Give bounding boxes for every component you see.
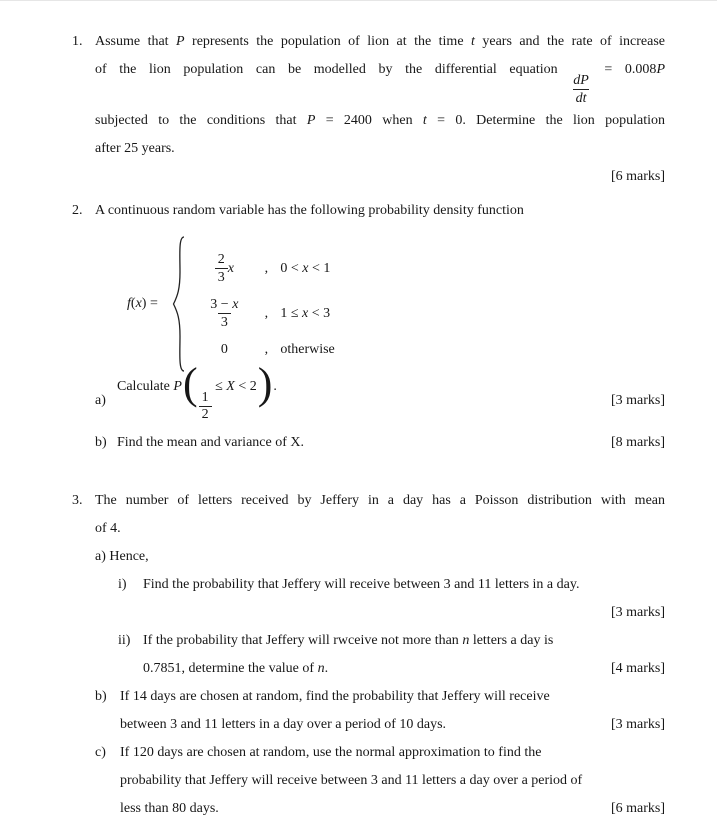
variable-P: P: [656, 62, 665, 77]
part-b-text: Find the mean and variance of X.: [117, 435, 304, 450]
text-segment: less than 80 days.: [120, 801, 219, 816]
piecewise-rows: [192, 246, 334, 363]
variable-P: P: [306, 113, 316, 128]
fraction-numerator: 2: [217, 251, 225, 267]
text-segment: letters a day is: [469, 633, 554, 648]
fraction-denominator: 3: [215, 268, 228, 286]
fraction-2-3: [215, 251, 228, 286]
roman-ii-label: ii): [118, 633, 131, 648]
variable-t: t: [471, 34, 475, 49]
text-segment: [143, 655, 328, 683]
fraction-3-minus-x-over-3: [207, 296, 241, 331]
question-1-number: 1.: [72, 34, 83, 49]
q1-line-4: after 25 years.: [95, 141, 175, 156]
q3-a-i-marks: [3 marks]: [610, 605, 665, 620]
a-ii-line-1: [143, 627, 665, 655]
separator-comma: ,: [264, 305, 269, 321]
row3-condition: otherwise: [280, 341, 335, 357]
text-segment: = 0.008: [591, 62, 657, 77]
text-segment: represents the population of lion at the time: [184, 34, 471, 49]
text-segment: 3 −: [210, 296, 233, 312]
variable-t: t: [422, 113, 427, 128]
question-2-number: 2.: [72, 203, 83, 218]
question-3-number: 3.: [72, 493, 83, 508]
row2-expression: [192, 296, 256, 331]
text-segment: 1 ≤: [280, 305, 303, 321]
q2-intro: A continuous random variable has the following probability density function: [95, 203, 524, 218]
text-segment: 0 <: [280, 260, 303, 276]
function-lhs: [127, 296, 161, 312]
q2-part-a: [95, 358, 665, 427]
text-segment: If the probability that Jeffery will rwceive not more than: [143, 633, 463, 648]
question-1: [72, 28, 665, 191]
part-a-text: [117, 358, 277, 423]
q3-b-marks: [3 marks]: [610, 717, 665, 732]
piecewise-row-3: [192, 341, 334, 358]
c-line-1: If 120 days are chosen at random, use the normal approximation to find the: [120, 745, 542, 760]
piecewise-row-2: [192, 296, 334, 331]
text-segment: ≤: [211, 379, 227, 394]
text-segment: .: [273, 379, 277, 394]
variable-x: x: [232, 296, 239, 312]
fraction-denominator: 3: [218, 313, 231, 331]
part-c-label: c): [95, 745, 106, 760]
fraction-1-2: [199, 390, 212, 423]
text-segment: < 3: [308, 305, 331, 321]
text-segment: (: [130, 296, 136, 311]
q3-part-b: [95, 683, 665, 739]
text-segment: subjected to the conditions that: [95, 113, 307, 128]
fraction-denominator: dt: [573, 89, 590, 107]
c-line-3: [120, 795, 665, 823]
q2-part-a-marks: [3 marks]: [610, 393, 665, 408]
text-segment: < 2: [234, 379, 257, 394]
variable-P: P: [173, 379, 182, 394]
variable-n: n: [462, 633, 470, 648]
question-2: [72, 197, 665, 457]
separator-comma: ,: [264, 341, 269, 357]
text-segment: of the lion population can be modelled by the differential equation: [95, 62, 571, 77]
q3-c-marks: [6 marks]: [610, 801, 665, 816]
variable-x: x: [227, 260, 234, 276]
big-left-paren: (: [182, 358, 198, 408]
q3-part-a-label: a) Hence,: [95, 549, 149, 564]
text-segment: ) =: [141, 296, 162, 311]
a-ii-line-2: [143, 655, 665, 683]
part-b-label: b): [95, 689, 107, 704]
row1-condition: [280, 260, 330, 277]
variable-P: P: [176, 34, 185, 49]
big-right-paren: ): [257, 358, 273, 408]
text-segment: Calculate: [117, 379, 174, 394]
q3-part-a-ii: [118, 627, 665, 683]
left-brace-icon: [171, 235, 186, 373]
q1-line-2: [95, 56, 665, 107]
text-segment: between 3 and 11 letters in a day over a period of 10 days.: [120, 717, 447, 732]
c-line-2: probability that Jeffery will receive between 3 and 11 letters a day over a period of: [120, 773, 583, 788]
fraction-dP-dt: [570, 72, 592, 107]
text-segment: 0.7851, determine the value of: [143, 661, 318, 676]
q2-part-b: [95, 429, 665, 457]
separator-comma: ,: [264, 260, 269, 276]
q3-a-ii-marks: [4 marks]: [610, 661, 665, 676]
fraction-numerator: 1: [201, 390, 209, 405]
fraction-numerator: [207, 296, 241, 313]
text-segment: < 1: [308, 260, 331, 276]
b-line-1: If 14 days are chosen at random, find the probability that Jeffery will receive: [120, 689, 550, 704]
q3-line-2: of 4.: [95, 521, 121, 536]
q3-line-1: The number of letters received by Jeffery in a day has a Poisson distribution with mean: [95, 493, 665, 508]
part-b-label: b): [95, 435, 107, 450]
variable-f: f: [127, 296, 131, 311]
variable-n: n: [317, 661, 325, 676]
fraction-denominator: 2: [199, 406, 212, 423]
text-segment: years and the rate of increase: [474, 34, 665, 49]
row3-expression: 0: [220, 341, 228, 357]
variable-X: X: [226, 379, 235, 394]
q2-part-b-marks: [8 marks]: [610, 435, 665, 450]
text-segment: = 0. Determine the lion population: [426, 113, 665, 128]
variable-x: x: [302, 260, 309, 276]
fraction-numerator: dP: [573, 73, 589, 88]
q1-marks: [6 marks]: [610, 169, 665, 184]
q3-part-a-i: [118, 571, 665, 599]
variable-x: x: [135, 296, 142, 311]
text-segment: = 2400 when: [315, 113, 423, 128]
q3-part-c: [95, 739, 665, 823]
a-i-text: Find the probability that Jeffery will receive between 3 and 11 letters in a day.: [143, 577, 580, 592]
row1-expression: [192, 251, 256, 286]
piecewise-function: [127, 235, 665, 373]
roman-i-label: i): [118, 577, 127, 592]
q1-line-1: [95, 28, 665, 56]
row2-condition: [280, 305, 330, 322]
question-3: [72, 487, 665, 823]
text-segment: .: [324, 661, 329, 676]
q1-line-3: [95, 107, 665, 135]
variable-x: x: [302, 305, 309, 321]
piecewise-row-1: [192, 251, 334, 286]
part-a-label: a): [95, 393, 106, 408]
text-segment: Assume that: [95, 34, 177, 49]
b-line-2: [120, 711, 665, 739]
